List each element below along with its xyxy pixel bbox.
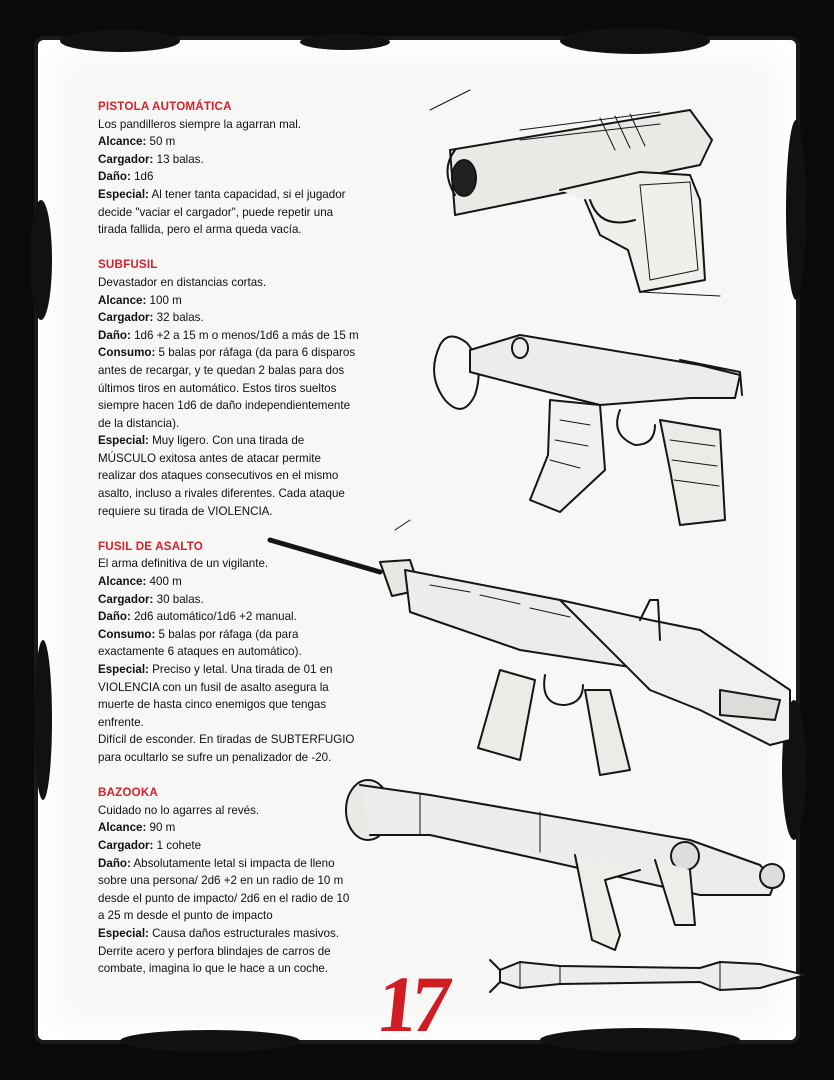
stat-label: Alcance: xyxy=(98,821,147,835)
stat-label: Cargador: xyxy=(98,311,154,325)
stat-value: 13 balas. xyxy=(153,152,204,166)
stat-label: Daño: xyxy=(98,610,131,624)
weapon-text-line xyxy=(98,362,398,380)
weapon-text-line xyxy=(98,186,398,204)
stat-label: Daño: xyxy=(98,856,131,870)
stat-value: 90 m xyxy=(146,821,176,835)
stat-value: Cuidado no lo agarres al revés. xyxy=(98,803,260,817)
stat-value: Muy ligero. Con una tirada de xyxy=(148,434,305,448)
stat-value: 50 m xyxy=(146,135,176,149)
stat-value: 5 balas por ráfaga (da para 6 disparos xyxy=(155,346,356,360)
weapon-text-line xyxy=(98,855,398,873)
bazooka-illustration xyxy=(346,780,784,950)
section-gap xyxy=(98,520,398,538)
stat-value: Los pandilleros siempre la agarran mal. xyxy=(98,117,301,131)
section-gap xyxy=(98,239,398,257)
rocket-illustration xyxy=(490,960,805,992)
weapon-text-line xyxy=(98,151,398,169)
weapon-section xyxy=(98,256,398,520)
pistol-illustration xyxy=(430,90,720,296)
weapon-text-line xyxy=(98,890,398,908)
stat-value: 5 balas por ráfaga (da para xyxy=(155,627,299,641)
weapon-text-line xyxy=(98,819,398,837)
stat-value: Al tener tanta capacidad, si el jugador xyxy=(148,187,346,201)
weapon-text-line xyxy=(98,116,398,134)
stat-value: a 25 m desde el punto de impacto xyxy=(98,909,273,923)
stat-value: muerte de hasta cinco enemigos que tengas xyxy=(98,698,327,712)
weapon-text-line xyxy=(98,292,398,310)
stat-value: asalto, incluso a rivales diferentes. Cada ataque xyxy=(98,487,345,501)
weapon-text-line xyxy=(98,626,398,644)
stat-value: para ocultarlo se sufre un penalizador de -20. xyxy=(98,750,332,764)
weapon-text-line xyxy=(98,309,398,327)
weapon-text-line xyxy=(98,221,398,239)
weapon-text-line xyxy=(98,943,398,961)
weapon-text-line xyxy=(98,168,398,186)
stat-value: desde el punto de impacto/ 2d6 en el radio de 10 xyxy=(98,891,350,905)
stat-label: Especial: xyxy=(98,187,149,201)
weapon-text-line xyxy=(98,802,398,820)
stat-label: Consumo: xyxy=(98,346,156,360)
weapon-text-line xyxy=(98,872,398,890)
weapon-text-line xyxy=(98,714,398,732)
weapon-text-line xyxy=(98,555,398,573)
weapon-text-line xyxy=(98,380,398,398)
smg-illustration xyxy=(434,335,742,525)
weapon-title: SUBFUSIL xyxy=(98,258,158,272)
stat-value: Absolutamente letal si impacta de lleno xyxy=(130,856,335,870)
weapon-section xyxy=(98,98,398,239)
weapon-text-line xyxy=(98,133,398,151)
stat-value: Difícil de esconder. En tiradas de SUBTERFUGIO xyxy=(98,733,355,747)
stat-value: requiere su tirada de VIOLENCIA. xyxy=(98,504,273,518)
stat-value: 100 m xyxy=(146,293,182,307)
stat-value: El arma definitiva de un vigilante. xyxy=(98,557,269,571)
stat-value: 400 m xyxy=(146,575,182,589)
weapon-title: PISTOLA AUTOMÁTICA xyxy=(98,100,232,113)
weapon-text-line xyxy=(98,467,398,485)
weapon-text-line xyxy=(98,661,398,679)
weapon-text-line xyxy=(98,608,398,626)
weapon-text-line xyxy=(98,749,398,767)
stat-value: tirada fallida, pero el arma queda vacía. xyxy=(98,223,302,237)
stat-value: decide "vaciar el cargador", puede repetir una xyxy=(98,205,334,219)
stat-label: Especial: xyxy=(98,926,149,940)
weapon-section xyxy=(98,784,398,978)
weapons-text-column xyxy=(98,98,398,978)
stat-label: Alcance: xyxy=(98,135,147,149)
weapon-text-line xyxy=(98,327,398,345)
stat-value: sobre una persona/ 2d6 +2 en un radio de 10 m xyxy=(98,874,344,888)
weapon-text-line xyxy=(98,573,398,591)
stat-label: Alcance: xyxy=(98,293,147,307)
weapon-text-line xyxy=(98,344,398,362)
stat-value: 30 balas. xyxy=(153,592,204,606)
weapon-text-line xyxy=(98,415,398,433)
stat-label: Especial: xyxy=(98,434,149,448)
weapon-title: BAZOOKA xyxy=(98,786,159,800)
weapon-text-line xyxy=(98,397,398,415)
weapon-text-line xyxy=(98,731,398,749)
weapon-text-line xyxy=(98,679,398,697)
stat-value: 32 balas. xyxy=(153,311,204,325)
weapon-text-line xyxy=(98,503,398,521)
stat-value: enfrente. xyxy=(98,715,144,729)
stat-label: Especial: xyxy=(98,663,149,676)
stat-label: Daño: xyxy=(98,170,131,184)
page-number: 17 xyxy=(372,961,451,1049)
weapon-text-line xyxy=(98,432,398,450)
stat-value: 1d6 xyxy=(130,170,154,184)
section-gap xyxy=(98,767,398,785)
weapon-text-line xyxy=(98,960,398,978)
weapon-text-line xyxy=(98,591,398,609)
stat-value: Devastador en distancias cortas. xyxy=(98,275,267,289)
stat-value: antes de recargar, y te quedan 2 balas para dos xyxy=(98,363,345,377)
stat-label: Consumo: xyxy=(98,627,156,641)
stat-value: de la distancia). xyxy=(98,416,180,430)
weapon-text-line xyxy=(98,907,398,925)
stat-value: MÚSCULO exitosa antes de atacar permite xyxy=(98,451,321,465)
stat-value: combate, imagina lo que le hace a un coche. xyxy=(98,962,329,976)
weapon-text-line xyxy=(98,450,398,468)
stat-value: Preciso y letal. Una tirada de 01 en xyxy=(148,663,333,676)
stat-value: 1 cohete xyxy=(153,838,202,852)
stat-label: Cargador: xyxy=(98,592,154,606)
stat-value: Derrite acero y perfora blindajes de carros de xyxy=(98,944,331,958)
stat-value: 1d6 +2 a 15 m o menos/1d6 a más de 15 m xyxy=(130,328,359,342)
weapon-text-line xyxy=(98,204,398,222)
weapon-text-line xyxy=(98,837,398,855)
stat-value: siempre hacen 1d6 de daño independientemente xyxy=(98,399,351,413)
stat-value: VIOLENCIA con un fusil de asalto asegura la xyxy=(98,680,329,694)
stat-label: Cargador: xyxy=(98,838,154,852)
weapon-section xyxy=(98,538,398,767)
weapon-text-line xyxy=(98,925,398,943)
weapon-title: FUSIL DE ASALTO xyxy=(98,539,203,553)
stat-value: Causa daños estructurales masivos. xyxy=(148,926,340,940)
stat-value: 2d6 automático/1d6 +2 manual. xyxy=(130,610,297,624)
stat-value: realizar dos ataques consecutivos en el mismo xyxy=(98,469,339,483)
stat-label: Daño: xyxy=(98,328,131,342)
weapon-text-line xyxy=(98,274,398,292)
weapon-text-line xyxy=(98,485,398,503)
weapon-text-line xyxy=(98,643,398,661)
stat-value: últimos tiros en automático. Estos tiros sueltos xyxy=(98,381,337,395)
weapon-text-line xyxy=(98,696,398,714)
stat-label: Alcance: xyxy=(98,575,147,589)
stat-label: Cargador: xyxy=(98,152,154,166)
stat-value: exactamente 6 ataques en automático). xyxy=(98,645,302,659)
